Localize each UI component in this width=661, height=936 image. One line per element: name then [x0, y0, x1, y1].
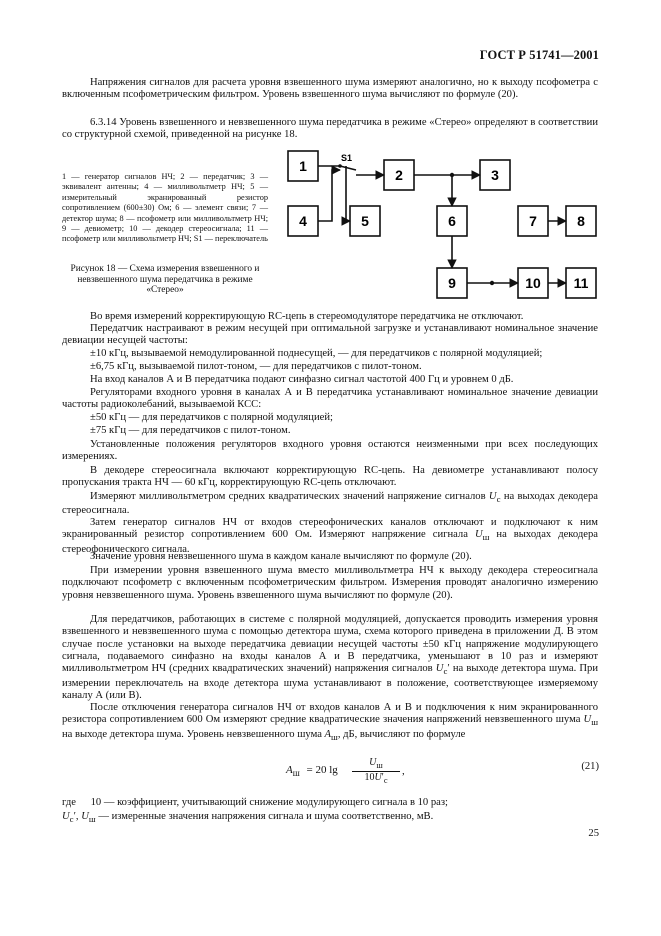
paragraph-deviation-polar: ±10 кГц, вызываемой немодулированной поднесущей, — для передатчиков с полярной модуляцией;	[90, 348, 543, 359]
symbol-sub-c: с	[496, 494, 501, 505]
symbol-sub-sh: ш	[331, 731, 338, 742]
block-6-label: 6	[448, 213, 456, 229]
formula-eq: = 20 lg	[306, 764, 338, 776]
paragraph-decoder-rc: В декодере стереосигнала включают корректирующую RC-цепь. На девиометре устанавливают полосу пропускания тракта НЧ — 60 кГц, корректирующую RC-цепь отключают.	[62, 465, 598, 489]
formula-num: U	[369, 757, 377, 768]
block-10-label: 10	[525, 275, 541, 291]
paragraph-rc-circuit: Во время измерений корректирующую RC-цепь в стереомодуляторе передатчика не отключают.	[90, 311, 524, 322]
figure-legend: 1 — генератор сигналов НЧ; 2 — передатчик; 3 — эквивалент антенны; 4 — милливольтметр НЧ; 5 — измерительный экранированный резистор сопротивлением (600±30) Ом; 6 — элемент связи; 7 — детектор шума; 8 — псофометр или милливольтметр НЧ; 9 — девиометр; 10 — декодер стереосигнала; 11 — псофометр или милливольтметр НЧ; S1 — переключатель	[62, 172, 268, 244]
symbol-u: U	[488, 491, 497, 502]
paragraph-carrier-mode: Передатчик настраивают в режим несущей при оптимальной загрузке и устанавливают номинальное значение девиации несущей частоты:	[62, 323, 598, 347]
document-header: ГОСТ Р 51741—2001	[479, 48, 599, 62]
page-number: 25	[588, 828, 599, 839]
symbol-u: U	[583, 714, 592, 726]
where-line-1: где 10 — коэффициент, учитывающий снижение модулирующего сигнала в 10 раз;	[62, 797, 448, 808]
formula-den-sub: с	[383, 776, 388, 785]
block-1-label: 1	[299, 158, 307, 174]
symbol-sub-sh: ш	[482, 532, 490, 543]
switch-label: S1	[341, 153, 353, 163]
formula-den-pre: 10	[364, 772, 375, 783]
paragraph-measure-uc: Измеряют милливольтметром средних квадратических значений напряжение сигналов $U_с$ на выходах декодера стереосигнала.	[62, 491, 598, 517]
formula-21	[0, 757, 661, 797]
block-8-label: 8	[577, 213, 585, 229]
formula-comma: ,	[402, 765, 405, 777]
block-5-label: 5	[361, 213, 369, 229]
formula-fraction: $U_ш$ $10U'_с$	[352, 757, 400, 785]
paragraph-deviation-pilot: ±6,75 кГц, вызываемой пилот-тоном, — для передатчиков с пилот-тоном.	[90, 361, 422, 372]
block-9-label: 9	[448, 275, 456, 291]
where-line-2: $U_с'$, $U_ш$ — измеренные значения напряжения сигнала и шума соответственно, мВ.	[62, 811, 434, 825]
paragraph-after-disconnect: После отключения генератора сигналов НЧ от входов каналов А и В и подключения к ним экранированного резистора сопротивлением 600 Ом измеряют средние квадратические значения напряжений невзвешенного шума $U_ш$ на выходе детектора шума. Уровень невзвешенного шума $A_ш$, дБ, вычисляют по формуле	[62, 702, 598, 742]
block-11-label: 11	[573, 275, 589, 291]
paragraph-input-level-regulators: Регуляторами входного уровня в каналах А и В передатчика устанавливают номинальное значение девиации частоты радиоколебаний, вызываемой КСС:	[62, 387, 598, 411]
formula-lhs-sub: ш	[292, 768, 300, 779]
paragraph-input-400hz: На вход каналов А и В передатчика подают синфазно сигнал частотой 400 Гц и уровнем 0 дБ.	[90, 374, 514, 385]
paragraph-regulators-unchanged: Установленные положения регуляторов входного уровня остаются неизменными при всех последующих измерениях.	[62, 439, 598, 463]
symbol-sub-sh: ш	[591, 717, 598, 728]
block-7-label: 7	[529, 213, 537, 229]
paragraph-unweighted-noise-formula: Значение уровня невзвешенного шума в каждом канале вычисляют по формуле (20).	[90, 551, 472, 562]
block-diagram	[280, 148, 600, 300]
formula-den: U	[374, 772, 382, 783]
block-2-label: 2	[395, 167, 403, 183]
symbol-a: A	[324, 728, 332, 740]
paragraph-polar-modulation-detector: Для передатчиков, работающих в системе с полярной модуляцией, допускается проводить измерения уровня взвешенного и невзвешенного шума с помощью детектора шума, схема которого приведена в приложении Д. В этом случае после установки на выходе передатчика девиации несущей частоты ±50 кГц напряжение модулирующего сигнала, подаваемого синфазно на входы каналов А и В передатчика, уменьшают в 10 раз и измеряют милливольтметром НЧ (средних квадратических значений) напряжения сигналов $U_с'$ на выходе детектора шума. При измерении переключатель на входе детектора шума устанавливают в положение, соответствующее измеряемому каналу А (или В).	[62, 614, 598, 701]
symbol-u: U	[474, 529, 483, 541]
formula-lhs: A	[286, 764, 293, 776]
block-4-label: 4	[299, 213, 307, 229]
paragraph-kss-pilot: ±75 кГц — для передатчиков с пилот-тоном.	[90, 425, 291, 436]
paragraph-weighted-noise-measure: При измерении уровня взвешенного шума вместо милливольтметра НЧ к выходу декодера стереосигнала подключают псофометр с включенным псофометрическим фильтром. Измерения проводят аналогично измерению уровня невзвешенного шума. Уровень взвешенного шума вычисляют по формуле (20).	[62, 565, 598, 601]
paragraph-section-6-3-14: 6.3.14 Уровень взвешенного и невзвешенного шума передатчика в режиме «Стерео» определяют в соответствии со структурной схемой, приведенной на рисунке 18.	[62, 117, 598, 141]
formula-number: (21)	[581, 761, 599, 772]
paragraph-kss-polar: ±50 кГц — для передатчиков с полярной модуляцией;	[90, 412, 333, 423]
paragraph-measure-ush: Затем генератор сигналов НЧ от входов стереофонических каналов отключают и подключают к ним экранированный резистор сопротивлением 600 Ом. Измеряют напряжение сигнала $U_ш$ на выходах декодера стереофонического сигнала.	[62, 517, 598, 555]
symbol-sub-c: с	[443, 666, 448, 677]
paragraph-weighted-noise-psophometer: Напряжения сигналов для расчета уровня взвешенного шума измеряют аналогично, но к выходу псофометра с включенным псофометрическим фильтром. Уровень взвешенного шума вычисляют по формуле (20).	[62, 77, 598, 101]
formula-num-sub: ш	[376, 761, 383, 770]
symbol-u: U	[435, 663, 444, 675]
figure-caption: Рисунок 18 — Схема измерения взвешенного и невзвешенного шума передатчика в режиме «Стерео»	[70, 264, 260, 296]
block-3-label: 3	[491, 167, 499, 183]
